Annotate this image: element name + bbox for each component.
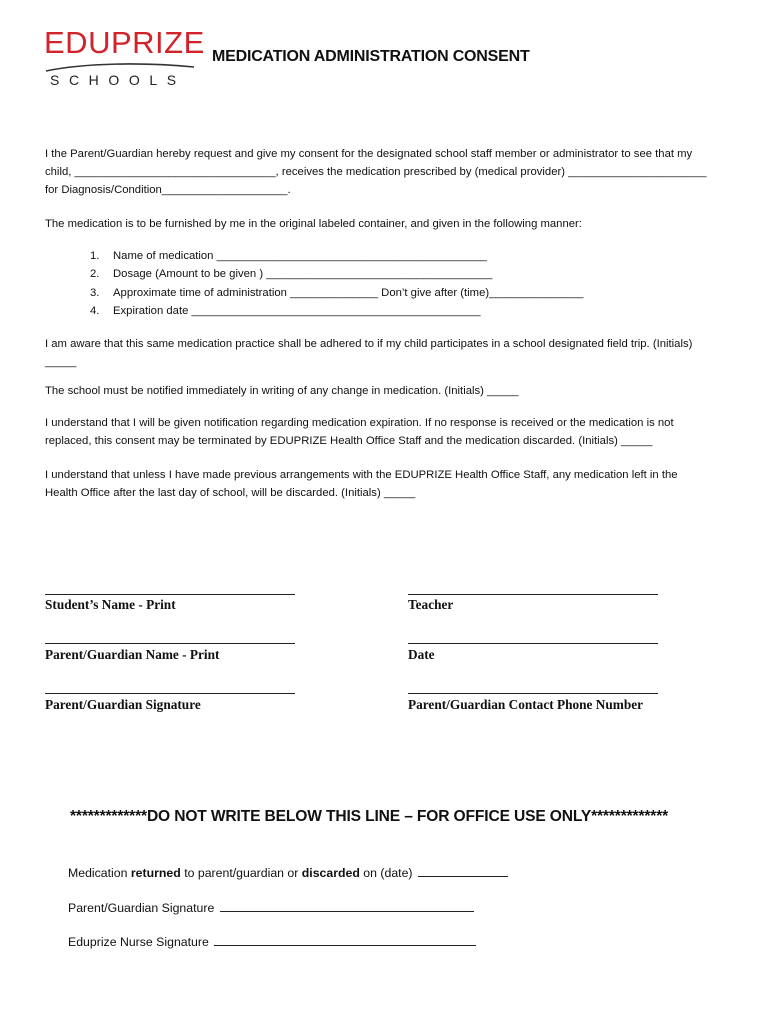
parent-signature-label: Parent/Guardian Signature: [45, 697, 201, 712]
parent-signature-line[interactable]: [45, 693, 295, 694]
discard-line-2: Health Office after the last day of school, will be discarded. (Initials) _____: [45, 487, 416, 499]
date-line[interactable]: [408, 643, 658, 644]
list-item: 2. Dosage (Amount to be given ) ____________________________________: [90, 268, 493, 281]
expiration-line-2: replaced, this consent may be terminated by EDUPRIZE Health Office Staff and the medication discarded. (Initials) _____: [45, 435, 653, 447]
field-trip-paragraph: [45, 335, 735, 371]
parent-name-line[interactable]: [45, 643, 295, 644]
field-trip-line-2: _____: [45, 356, 77, 368]
parent-name-label: Parent/Guardian Name - Print: [45, 647, 220, 662]
list-item: 1. Name of medication ___________________________________________: [90, 250, 487, 262]
consent-line-1: I the Parent/Guardian hereby request and give my consent for the designated school staff member or administrator to see that my: [45, 148, 693, 160]
student-name-label: Student’s Name - Print: [45, 597, 176, 612]
teacher-line[interactable]: [408, 594, 658, 595]
parent-phone-label: Parent/Guardian Contact Phone Number: [408, 697, 644, 712]
parent-phone-line[interactable]: [408, 693, 658, 694]
nurse-signature-field[interactable]: [214, 934, 476, 946]
returned-text: on (date): [359, 866, 413, 880]
logo-wordmark: EDUPRIZE: [44, 25, 205, 60]
returned-keyword: returned: [130, 866, 181, 880]
teacher-label: Teacher: [408, 597, 454, 612]
notify-paragraph: The school must be notified immediately in writing of any change in medication. (Initials) _____: [45, 385, 519, 397]
field-trip-line-1: I am aware that this same medication practice shall be adhered to if my child participates in a school designated field trip. (Initials): [45, 338, 693, 350]
expiration-paragraph: [45, 414, 735, 450]
nurse-signature-label: Eduprize Nurse Signature: [68, 935, 209, 949]
date-label: Date: [408, 647, 435, 662]
office-parent-signature-label: Parent/Guardian Signature: [68, 901, 215, 915]
page-title: MEDICATION ADMINISTRATION CONSENT: [212, 48, 530, 65]
medication-returned-row: [68, 865, 508, 880]
returned-text: Medication: [68, 866, 131, 880]
eduprize-logo: [44, 25, 205, 92]
consent-paragraph: [45, 145, 735, 199]
student-name-line[interactable]: [45, 594, 295, 595]
logo-subtitle: SCHOOLS: [50, 72, 186, 88]
office-parent-signature-field[interactable]: [220, 900, 474, 912]
returned-date-field[interactable]: [418, 865, 508, 877]
office-use-heading: *************DO NOT WRITE BELOW THIS LINE – FOR OFFICE USE ONLY*************: [70, 808, 669, 825]
manner-paragraph: The medication is to be furnished by me in the original labeled container, and given in the following manner:: [45, 218, 582, 230]
list-item: 4. Expiration date ______________________________________________: [90, 304, 481, 317]
consent-line-3: for Diagnosis/Condition____________________.: [45, 184, 291, 196]
consent-line-2: child, ________________________________, receives the medication prescribed by (medical provider) ______________________: [45, 166, 707, 178]
expiration-line-1: I understand that I will be given notification regarding medication expiration. If no response is received or the medication is not: [45, 417, 674, 429]
nurse-signature-row: [68, 934, 476, 949]
medication-details-list: [90, 247, 583, 320]
office-parent-signature-row: [68, 900, 474, 915]
discard-paragraph: [45, 466, 735, 502]
list-item: 3. Approximate time of administration ______________ Don’t give after (time)_______________: [90, 286, 584, 299]
discard-line-1: I understand that unless I have made previous arrangements with the EDUPRIZE Health Office Staff, any medication left in the: [45, 469, 678, 481]
discarded-keyword: discarded: [301, 866, 360, 880]
returned-text: to parent/guardian or: [180, 866, 302, 880]
